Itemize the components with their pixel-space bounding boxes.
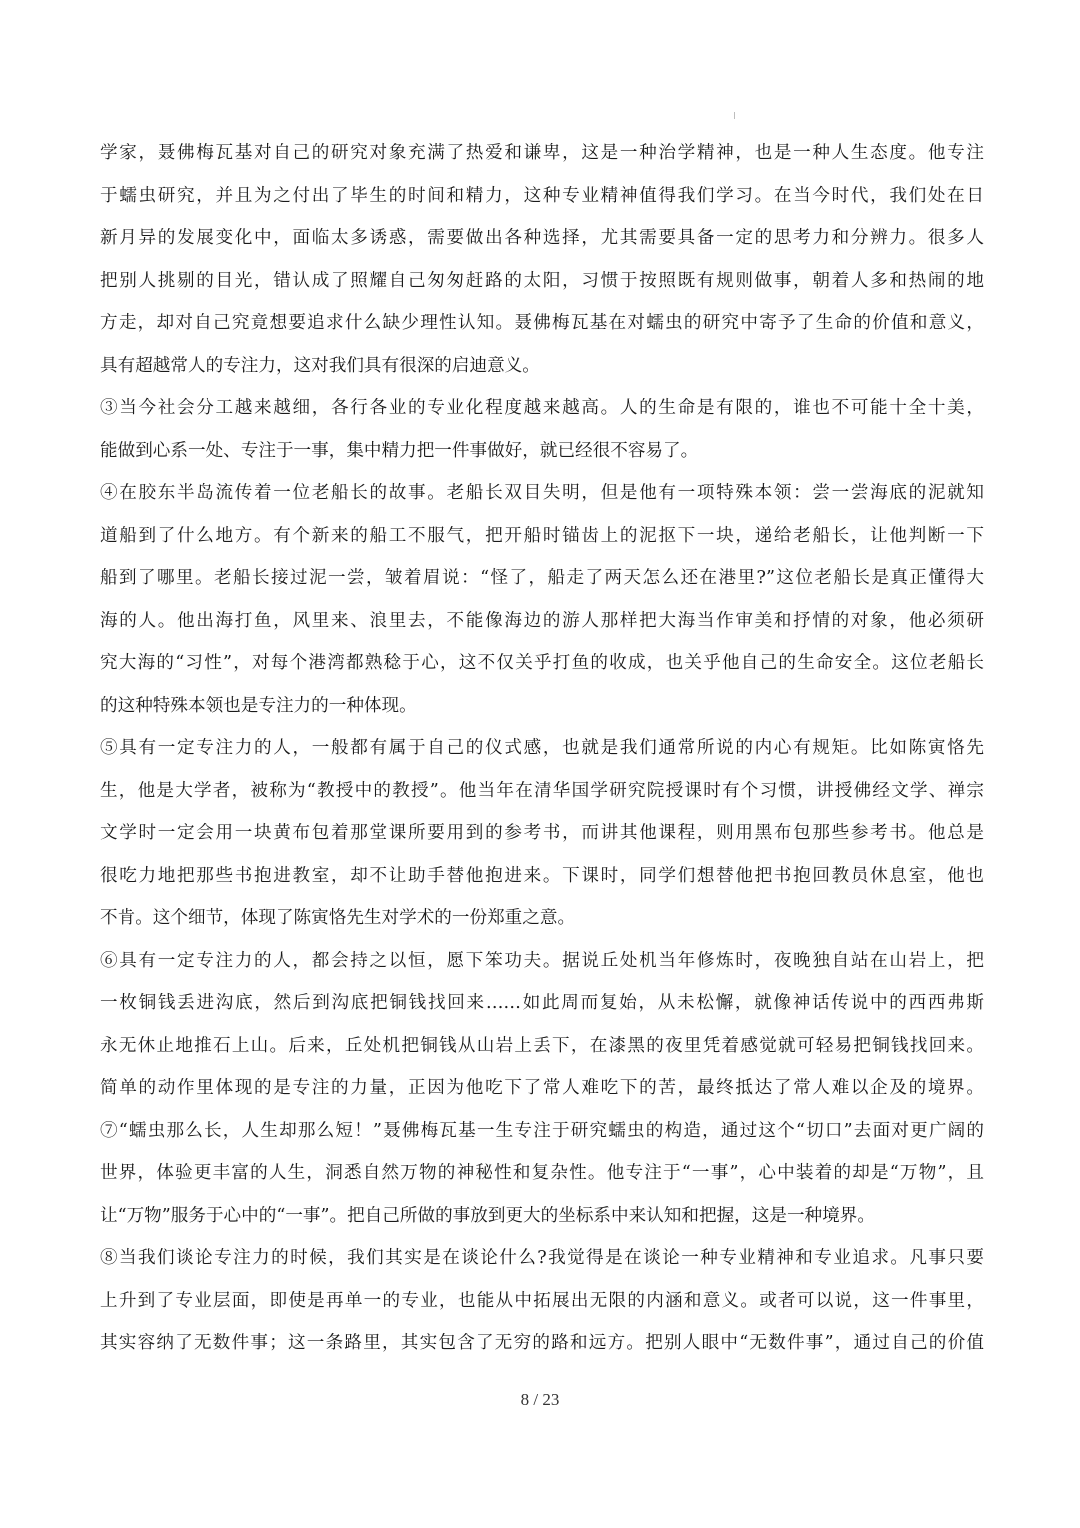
text-line: 简单的动作里体现的是专注的力量，正因为他吃下了常人难吃下的苦，最终抵达了常人难以企及的境界。 (100, 1078, 984, 1098)
text-line: 其实容纳了无数件事；这一条路里，其实包含了无穷的路和远方。把别人眼中“无数件事”，通过自己的价值 (100, 1333, 984, 1353)
text-line: 上升到了专业层面，即使是再单一的专业，也能从中拓展出无限的内涵和意义。或者可以说，这一件事里， (100, 1290, 984, 1311)
text-line: 文学时一定会用一块黄布包着那堂课所要用到的参考书，而讲其他课程，则用黑布包那些参考书。他总是 (100, 823, 984, 843)
text-line: 方走，却对自己究竟想要追求什么缺少理性认知。聂佛梅瓦基在对蠕虫的研究中寄予了生命的价值和意义， (100, 313, 984, 333)
text-line: 不肯。这个细节，体现了陈寅恪先生对学术的一份郑重之意。 (100, 908, 576, 928)
text-line: ⑦“蠕虫那么长，人生却那么短！”聂佛梅瓦基一生专注于研究蠕虫的构造，通过这个“切口”去面对更广阔的 (100, 1120, 984, 1141)
text-line: 能做到心系一处、专注于一事，集中精力把一件事做好，就已经很不容易了。 (100, 440, 699, 461)
text-line: 海的人。他出海打鱼，风里来、浪里去，不能像海边的游人那样把大海当作审美和抒情的对象，他必须研 (100, 610, 984, 631)
text-line: ⑥具有一定专注力的人，都会持之以恒，愿下笨功夫。据说丘处机当年修炼时，夜晚独自站在山岩上，把 (100, 950, 984, 971)
text-line: 世界，体验更丰富的人生，洞悉自然万物的神秘性和复杂性。他专注于“一事”，心中装着的却是“万物”，且 (100, 1163, 984, 1183)
text-line: ⑧当我们谈论专注力的时候，我们其实是在谈论什么?我觉得是在谈论一种专业精神和专业追求。凡事只要 (100, 1248, 984, 1268)
text-line: 永无休止地推石上山。后来，丘处机把铜钱从山岩上丢下，在漆黑的夜里凭着感觉就可轻易把铜钱找回来。 (100, 1035, 984, 1056)
text-line: 让“万物”服务于心中的“一事”。把自己所做的事放到更大的坐标系中来认知和把握，这是一种境界。 (100, 1205, 875, 1226)
body-text (100, 132, 984, 1365)
text-line: 究大海的“习性”，对每个港湾都熟稔于心，这不仅关乎打鱼的收成，也关乎他自己的生命安全。这位老船长 (100, 653, 984, 673)
text-line: 道船到了什么地方。有个新来的船工不服气，把开船时锚齿上的泥抠下一块，递给老船长，让他判断一下 (100, 525, 984, 546)
text-line: 的这种特殊本领也是专注力的一种体现。 (100, 695, 417, 716)
text-line: 生，他是大学者，被称为“教授中的教授”。他当年在清华国学研究院授课时有个习惯，讲授佛经文学、禅宗 (100, 780, 984, 801)
text-line: ④在胶东半岛流传着一位老船长的故事。老船长双目失明，但是他有一项特殊本领：尝一尝海底的泥就知 (100, 483, 984, 503)
text-line: 新月异的发展变化中，面临太多诱惑，需要做出各种选择，尤其需要具备一定的思考力和分辨力。很多人 (100, 228, 984, 248)
text-line: 于蠕虫研究，并且为之付出了毕生的时间和精力，这种专业精神值得我们学习。在当今时代，我们处在日 (100, 185, 984, 206)
scan-mark (734, 112, 735, 119)
text-line: 船到了哪里。老船长接过泥一尝，皱着眉说：“怪了，船走了两天怎么还在港里?”这位老船长是真正懂得大 (100, 568, 984, 588)
text-line: 具有超越常人的专注力，这对我们具有很深的启迪意义。 (100, 355, 540, 376)
text-line: 把别人挑剔的目光，错认成了照耀自己匆匆赶路的太阳，习惯于按照既有规则做事，朝着人多和热闹的地 (100, 270, 984, 291)
text-line: 一枚铜钱丢进沟底，然后到沟底把铜钱找回来……如此周而复始，从未松懈，就像神话传说中的西西弗斯 (100, 993, 984, 1013)
text-line: 很吃力地把那些书抱进教室，却不让助手替他抱进来。下课时，同学们想替他把书抱回教员休息室，他也 (100, 865, 984, 886)
text-line: ⑤具有一定专注力的人，一般都有属于自己的仪式感，也就是我们通常所说的内心有规矩。比如陈寅恪先 (100, 738, 984, 758)
text-line: ③当今社会分工越来越细，各行各业的专业化程度越来越高。人的生命是有限的，谁也不可能十全十美， (100, 398, 984, 418)
text-line: 学家，聂佛梅瓦基对自己的研究对象充满了热爱和谦卑，这是一种治学精神，也是一种人生态度。他专注 (100, 143, 984, 163)
page-number: 8 / 23 (520, 1390, 560, 1409)
